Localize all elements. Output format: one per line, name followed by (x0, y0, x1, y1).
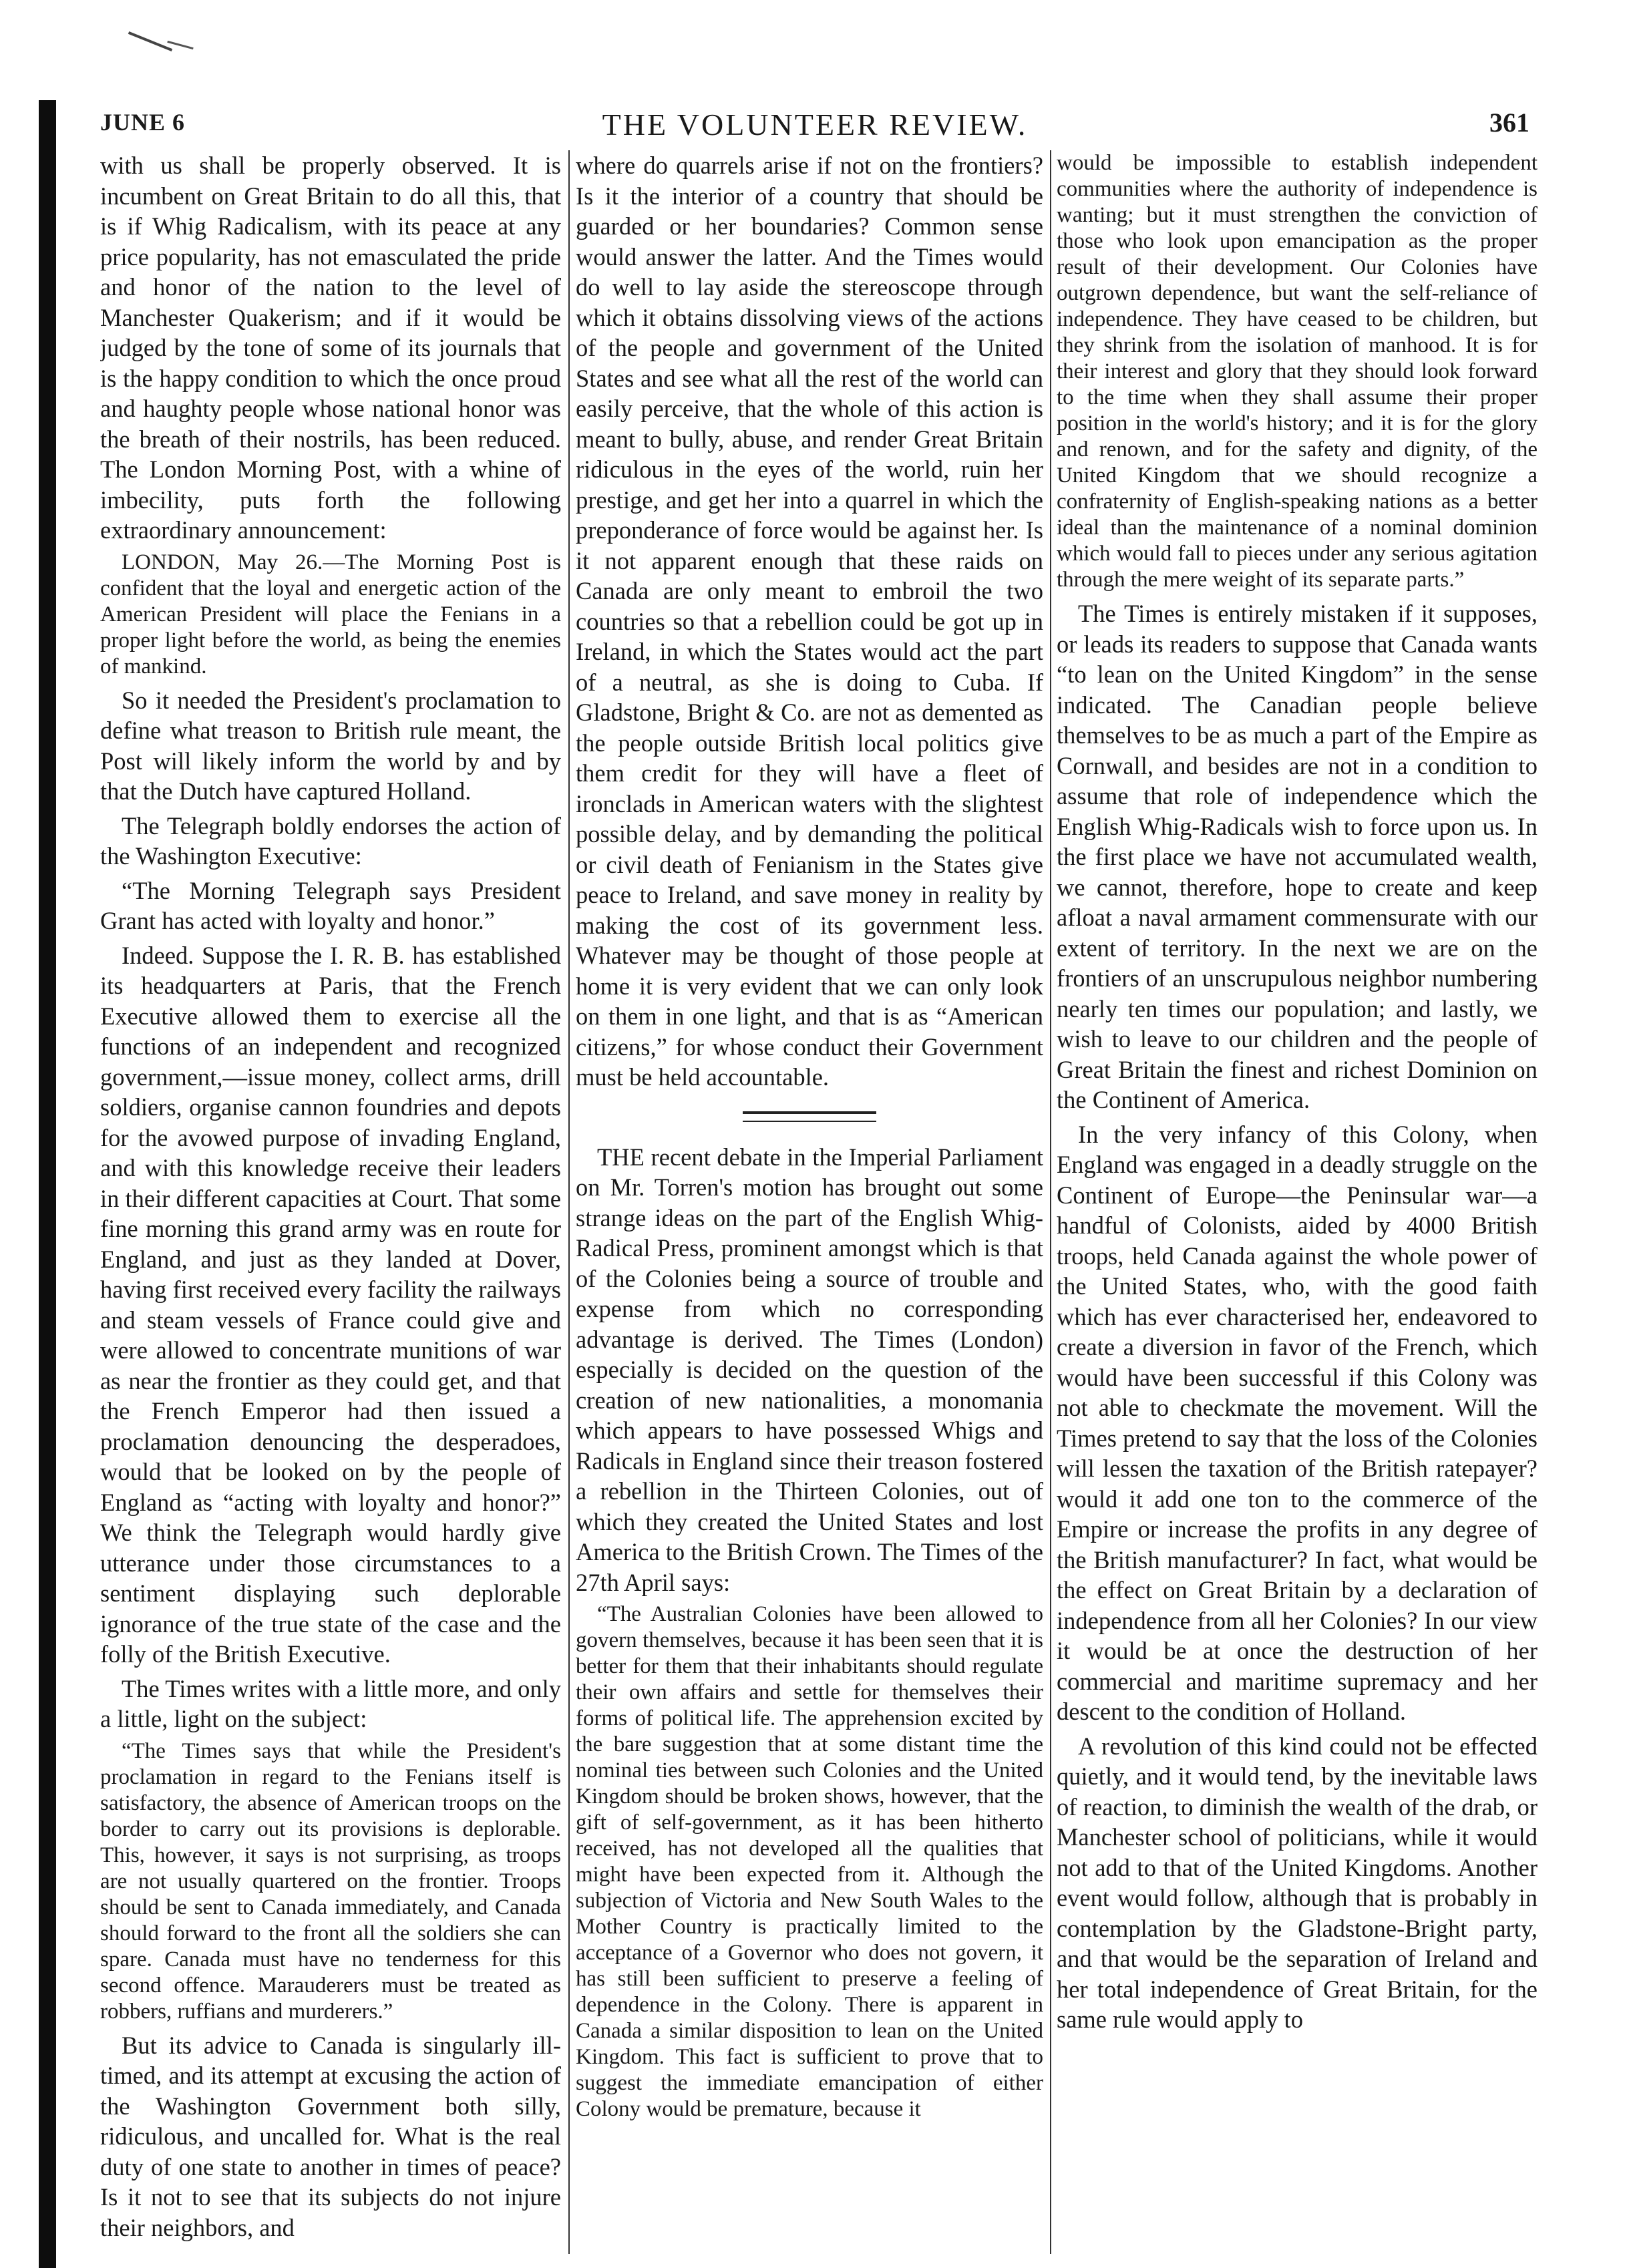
quoted-dispatch: LONDON, May 26.—The Morning Post is confident that the loyal and energetic action of the American President will place the Fenians in a proper light before the world, as being the enemies of mankind. (100, 550, 561, 679)
scan-artifact (128, 31, 172, 51)
paragraph: with us shall be properly observed. It is incumbent on Great Britain to do all this, that is if Whig Radicalism, with its peace at any price popularity, has not emasculated the pride and honor of the nation to the level of Manchester Quakerism; and if it would be judged by the tone of some of its journals that is the happy condition to which the once proud and haughty people whose national honor was the breath of their nostrils, has been reduced. The London Morning Post, with a whine of imbecility, puts forth the following extraordinary announcement: (100, 152, 561, 544)
issue-date: JUNE 6 (100, 109, 186, 136)
column-rule (1050, 150, 1051, 2254)
page-title: THE VOLUNTEER REVIEW. (602, 108, 1028, 142)
column-1 (100, 150, 561, 2251)
paragraph: In the very infancy of this Colony, when England was engaged in a deadly struggle on the Continent of Europe—the Peninsular war—a handful of Colonists, aided by 4000 British troops, held Canada against the whole power of the United States, who, with the good faith which has ever characterised her, endeavored to create a diversion in favor of the French, which would have been successful if this Colony was not able to checkmate the movement. Will the Times pretend to say that the loss of the Colonies will lessen the taxation of the British ratepayer? would it add one ton to the commerce of the Empire or increase the profits in any degree of the British manufacturer? In fact, what would be the effect on Great Britain by a declaration of independence from all her Colonies? In our view it would be at once the destruction of her commercial and maritime supremacy and her descent to the condition of Holland. (1057, 1120, 1538, 1725)
column-rule (568, 150, 570, 2254)
quoted-dispatch: “The Morning Telegraph says President Grant has acted with loyalty and honor.” (100, 876, 561, 934)
binding-shadow (39, 100, 56, 2268)
column-3 (1057, 150, 1538, 2251)
paragraph: A revolution of this kind could not be effected quietly, and it would tend, by the inevitable laws of reaction, to diminish the wealth of the drab, or Manchester school of politicians, while it would not add to that of the United Kingdoms. Another event would follow, although that is probably in contemplation by the Gladstone-Bright party, and that would be the separation of Ireland and her total independence of Great Britain, for the same rule would apply to (1057, 1732, 1538, 2033)
paragraph: THE recent debate in the Imperial Parliament on Mr. Torren's motion has brought out some strange ideas on the part of the English Whig-Radical Press, prominent amongst which is that of the Colonies being a source of trouble and expense from which no corresponding advantage is derived. The Times (London) especially is decided on the question of the creation of new nationalities, a monomania which appears to have possessed Whigs and Radicals in England since their treason fostered a rebellion in the Thirteen Colonies, out of which they created the United States and lost America to the British Crown. The Times of the 27th April says: (576, 1143, 1043, 1596)
column-2 (576, 150, 1043, 2251)
paragraph: So it needed the President's proclamation to define what treason to British rule meant, the Post will likely inform the world by and by that the Dutch have captured Holland. (100, 686, 561, 805)
paragraph: Indeed. Suppose the I. R. B. has established its headquarters at Paris, that the French Executive allowed them to exercise all the functions of an independent and recognized government,—issue money, collect arms, drill soldiers, organise cannon foundries and depots for the avowed purpose of invading England, and with this knowledge receive their leaders in their different capacities at Court. That some fine morning this grand army was en route for England, and just as they landed at Dover, having first received every facility the railways and steam vessels of France could give and were allowed to concentrate munitions of war as near the frontier as they could get, and that the French Emperor had then issued a proclamation denouncing the desperadoes, would that be looked on by the people of England as “acting with loyalty and honor?” We think the Telegraph would hardly give utterance under those circumstances to a sentiment displaying such deplorable ignorance of the true state of the case and the folly of the British Executive. (100, 941, 561, 1668)
paragraph: where do quarrels arise if not on the frontiers? Is it the interior of a country that should be guarded or her boundaries? Common sense would answer the latter. And the Times would do well to lay aside the stereoscope through which it obtains dissolving views of the actions of the people and government of the United States and see what all the rest of the world can easily perceive, that the whole of this action is meant to bully, abuse, and render Great Britain ridiculous in the eyes of the world, ruin her prestige, and get her into a quarrel in which the preponderance of force would be against her. Is it not apparent enough that these raids on Canada are only meant to embroil the two countries so that a rebellion could be got up in Ireland, in which the States would act the part of a neutral, as she is doing to Cuba. If Gladstone, Bright & Co. are not as demented as the people outside British local politics give them credit for they will have a fleet of ironclads in American waters with the slightest possible delay, and by demanding the political or civil death of Fenianism in the States give peace to Ireland, and save money in reality by making the cost of its government less. Whatever may be thought of those people at home it is very evident that we can only look on them in one light, and that is as “American citizens,” for whose conduct their Government must be held accountable. (576, 152, 1043, 1091)
page-number: 361 (1489, 108, 1529, 138)
quoted-dispatch: “The Times says that while the President's proclamation in regard to the Fenians itself is satisfactory, the absence of American troops on the border to carry out its provisions is deplorable. This, however, it says is not surprising, as troops are not usually quartered on the frontier. Troops should be sent to Canada immediately, and Canada should forward to the front all the soldiers she can spare. Canada must have no tenderness for this second offence. Marauderers must be treated as robbers, ruffians and murderers.” (100, 1738, 561, 2024)
paragraph: The Times is entirely mistaken if it supposes, or leads its readers to suppose that Canada wants “to lean on the United Kingdom” in the sense indicated. The Canadian people believe themselves to be as much a part of the Empire as Cornwall, and besides are not in a condition to assume that role of independence which the English Whig-Radicals wish to force upon us. In the first place we have not accumulated wealth, we cannot, therefore, hope to create and keep afloat a naval armament commensurate with our extent of territory. In the next we are on the frontiers of an unscrupulous neighbor numbering nearly ten times our population; and lastly, we wish to leave to our children and the people of Great Britain the finest and richest Dominion on the Continent of America. (1057, 600, 1538, 1113)
paragraph: The Times writes with a little more, and only a little, light on the subject: (100, 1674, 561, 1732)
page-header (100, 100, 1529, 147)
quoted-extract: “The Australian Colonies have been allowed to govern themselves, because it has been seen that it is better for them that their inhabitants should regulate their own affairs and settle for themselves their forms of political life. The apprehension excited by the bare suggestion that at some distant time the nominal ties between such Colonies and the United Kingdom should be broken shows, however, that the gift of self-government, as it has been hitherto received, has not developed all the qualities that might have been expected from it. Although the subjection of Victoria and New South Wales to the Mother Country is practically limited to the acceptance of a Governor who does not govern, it has still been sufficient to preserve a feeling of dependence in the Colony. There is apparent in Canada a similar disposition to lean on the United Kingdom. This fact is sufficient to prove that to suggest the immediate emancipation of either Colony would be premature, because it (576, 1602, 1043, 2121)
quoted-extract: would be impossible to establish independent communities where the authority of independence is wanting; but it must strengthen the conviction of those who look upon emancipation as the proper result of their development. Our Colonies have outgrown dependence, but want the self-reliance of independence. They have ceased to be children, but they shrink from the isolation of manhood. It is for their interest and glory that they should look forward to the time when they shall assume their proper position in the world's history; and it is for the glory and renown, and for the safety and dignity, of the United Kingdom that we should recognize a confraternity of English-speaking nations as a better ideal than the maintenance of a nominal dominion which would fall to pieces under any serious agitation through the mere weight of its separate parts.” (1057, 151, 1538, 592)
paragraph: The Telegraph boldly endorses the action of the Washington Executive: (100, 811, 561, 870)
article-separator (743, 1111, 876, 1122)
paragraph: But its advice to Canada is singularly ill-timed, and its attempt at excusing the action of the Washington Government both silly, ridiculous, and uncalled for. What is the real duty of one state to another in times of peace? Is it not to see that its subjects do not injure their neighbors, and (100, 2031, 561, 2241)
